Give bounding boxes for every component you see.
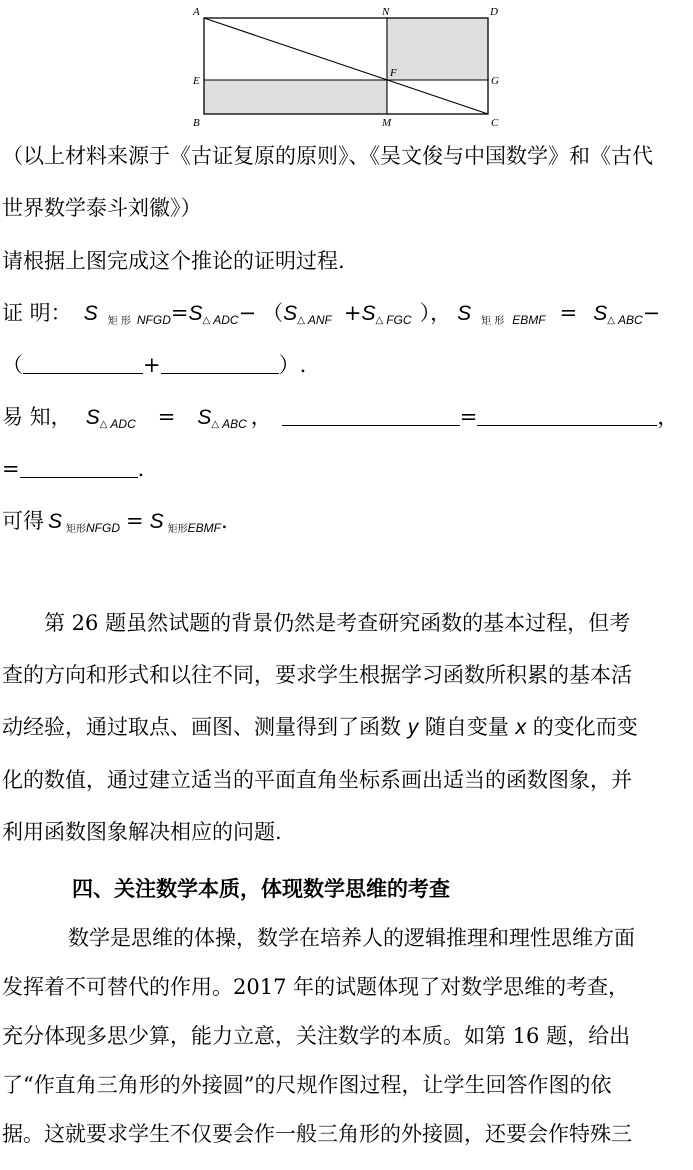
paragraph-line: 充分体现多思少算，能力立意，关注数学的本质。如第 16 题，给出 — [2, 1024, 631, 1048]
source-note-line2: 世界数学泰斗刘徽》） — [2, 196, 202, 220]
equals-sign: = — [2, 457, 20, 481]
paragraph-math-thinking — [2, 919, 692, 1153]
var-y: y — [407, 716, 419, 739]
rect-word: 矩 形 — [107, 316, 131, 327]
rect-word: 矩 形 — [481, 316, 505, 327]
triangle-symbol: △ — [607, 315, 615, 326]
thus-word: 可得 — [2, 509, 44, 533]
sub-adc: ADC — [110, 417, 136, 431]
equals-sign: = — [170, 301, 189, 325]
proof-line-1 — [2, 303, 660, 327]
paragraph-line: 利用函数图象解决相应的问题. — [2, 820, 282, 844]
triangle-symbol: △ — [202, 315, 211, 326]
var-x: x — [515, 716, 527, 739]
closing-paren: ）. — [278, 353, 307, 377]
area-symbol: S — [85, 406, 100, 429]
paragraph-question-26 — [2, 604, 692, 851]
shaded-region-ebmf — [204, 80, 387, 114]
label-n: N — [382, 6, 390, 18]
answer-blank-5[interactable] — [20, 459, 138, 478]
triangle-symbol: △ — [211, 419, 220, 430]
sub-abc: ABC — [617, 313, 643, 327]
area-symbol: S — [457, 302, 472, 325]
sub-fgc: FGC — [386, 313, 412, 327]
answer-blank-1[interactable] — [23, 355, 143, 374]
paragraph-line: 查的方向和形式和以往不同，要求学生根据学习函数所积累的基本活 — [2, 663, 632, 687]
label-a: A — [193, 6, 200, 18]
rectangle-diagram — [190, 2, 500, 132]
triangle-symbol: △ — [297, 315, 305, 326]
label-g: G — [491, 75, 499, 87]
equals-sign: = — [126, 509, 144, 533]
paragraph-line: 数学是思维的体操，数学在培养人的逻辑推理和理性思维方面 — [68, 926, 635, 950]
label-m: M — [382, 117, 392, 129]
answer-blank-4[interactable] — [477, 407, 657, 426]
proof-prompt: 请根据上图完成这个推论的证明过程. — [2, 249, 345, 273]
comma: ， — [657, 405, 679, 429]
proof-line-3 — [2, 407, 678, 430]
label-d: D — [490, 6, 498, 18]
minus-sign: − — [642, 301, 661, 325]
sub-adc: ADC — [213, 313, 239, 327]
area-symbol: S — [188, 302, 203, 325]
label-e: E — [193, 75, 200, 87]
section-heading: 四、关注数学本质，体现数学思维的考查 — [72, 877, 450, 901]
rect-word: 矩形 — [167, 524, 188, 535]
area-symbol: S — [361, 302, 376, 325]
paragraph-line: 动经验，通过取点、画图、测量得到了函数 y 随自变量 x 的变化而变 — [2, 715, 638, 739]
area-symbol: S — [83, 302, 98, 325]
comma: ， — [430, 301, 452, 325]
equals-sign: = — [559, 301, 578, 325]
right-paren: ） — [419, 301, 431, 325]
sub-ebmf: EBMF — [187, 521, 221, 535]
shaded-region-nfgd — [387, 18, 488, 80]
rect-word: 矩形 — [66, 524, 87, 535]
minus-sign: − — [238, 301, 257, 325]
sub-ebmf: EBMF — [512, 313, 546, 327]
proof-line-4 — [2, 459, 144, 480]
label-b: B — [193, 117, 200, 129]
left-paren: （ — [262, 301, 284, 325]
area-symbol: S — [283, 302, 298, 325]
period: . — [137, 457, 145, 481]
answer-blank-2[interactable] — [161, 355, 279, 374]
sub-nfgd: NFGD — [136, 313, 171, 327]
geometry-figure — [190, 2, 500, 132]
sub-nfgd: NFGD — [86, 521, 121, 535]
paragraph-line: 发挥着不可替代的作用。2017 年的试题体现了对数学思维的考查， — [2, 975, 630, 999]
area-symbol: S — [48, 510, 63, 533]
paragraph-line: 化的数值，通过建立适当的平面直角坐标系画出适当的函数图象，并 — [2, 768, 632, 792]
proof-intro: 证 明： — [2, 301, 72, 325]
label-c: C — [491, 117, 499, 129]
triangle-symbol: △ — [375, 315, 384, 326]
comma: ， — [250, 405, 272, 429]
left-paren: （ — [2, 353, 23, 377]
paragraph-line: 据。这就要求学生不仅要会作一般三角形的外接圆，还要会作特殊三 — [2, 1122, 632, 1146]
source-note-line1: （以上材料来源于《古证复原的原则》、《吴文俊与中国数学》和《古代 — [2, 144, 653, 168]
area-symbol: S — [149, 510, 164, 533]
plus-sign: + — [143, 353, 161, 377]
proof-line-2 — [2, 355, 306, 376]
sub-abc: ABC — [222, 417, 247, 431]
equals-sign: = — [157, 405, 176, 429]
proof-conclusion — [2, 511, 228, 535]
equals-sign: = — [459, 405, 478, 429]
plus-sign: + — [343, 301, 362, 325]
area-symbol: S — [197, 406, 212, 429]
easy-know: 易 知， — [2, 405, 72, 429]
label-f: F — [390, 67, 397, 79]
end-dot: . — [220, 509, 228, 533]
paragraph-line: 了“作直角三角形的外接圆”的尺规作图过程，让学生回答作图的依 — [2, 1073, 612, 1097]
sub-anf: ANF — [307, 313, 332, 327]
area-symbol: S — [593, 302, 608, 325]
paragraph-line: 第 26 题虽然试题的背景仍然是考查研究函数的基本过程，但考 — [44, 611, 631, 635]
answer-blank-3[interactable] — [282, 407, 460, 426]
triangle-symbol: △ — [99, 419, 108, 430]
